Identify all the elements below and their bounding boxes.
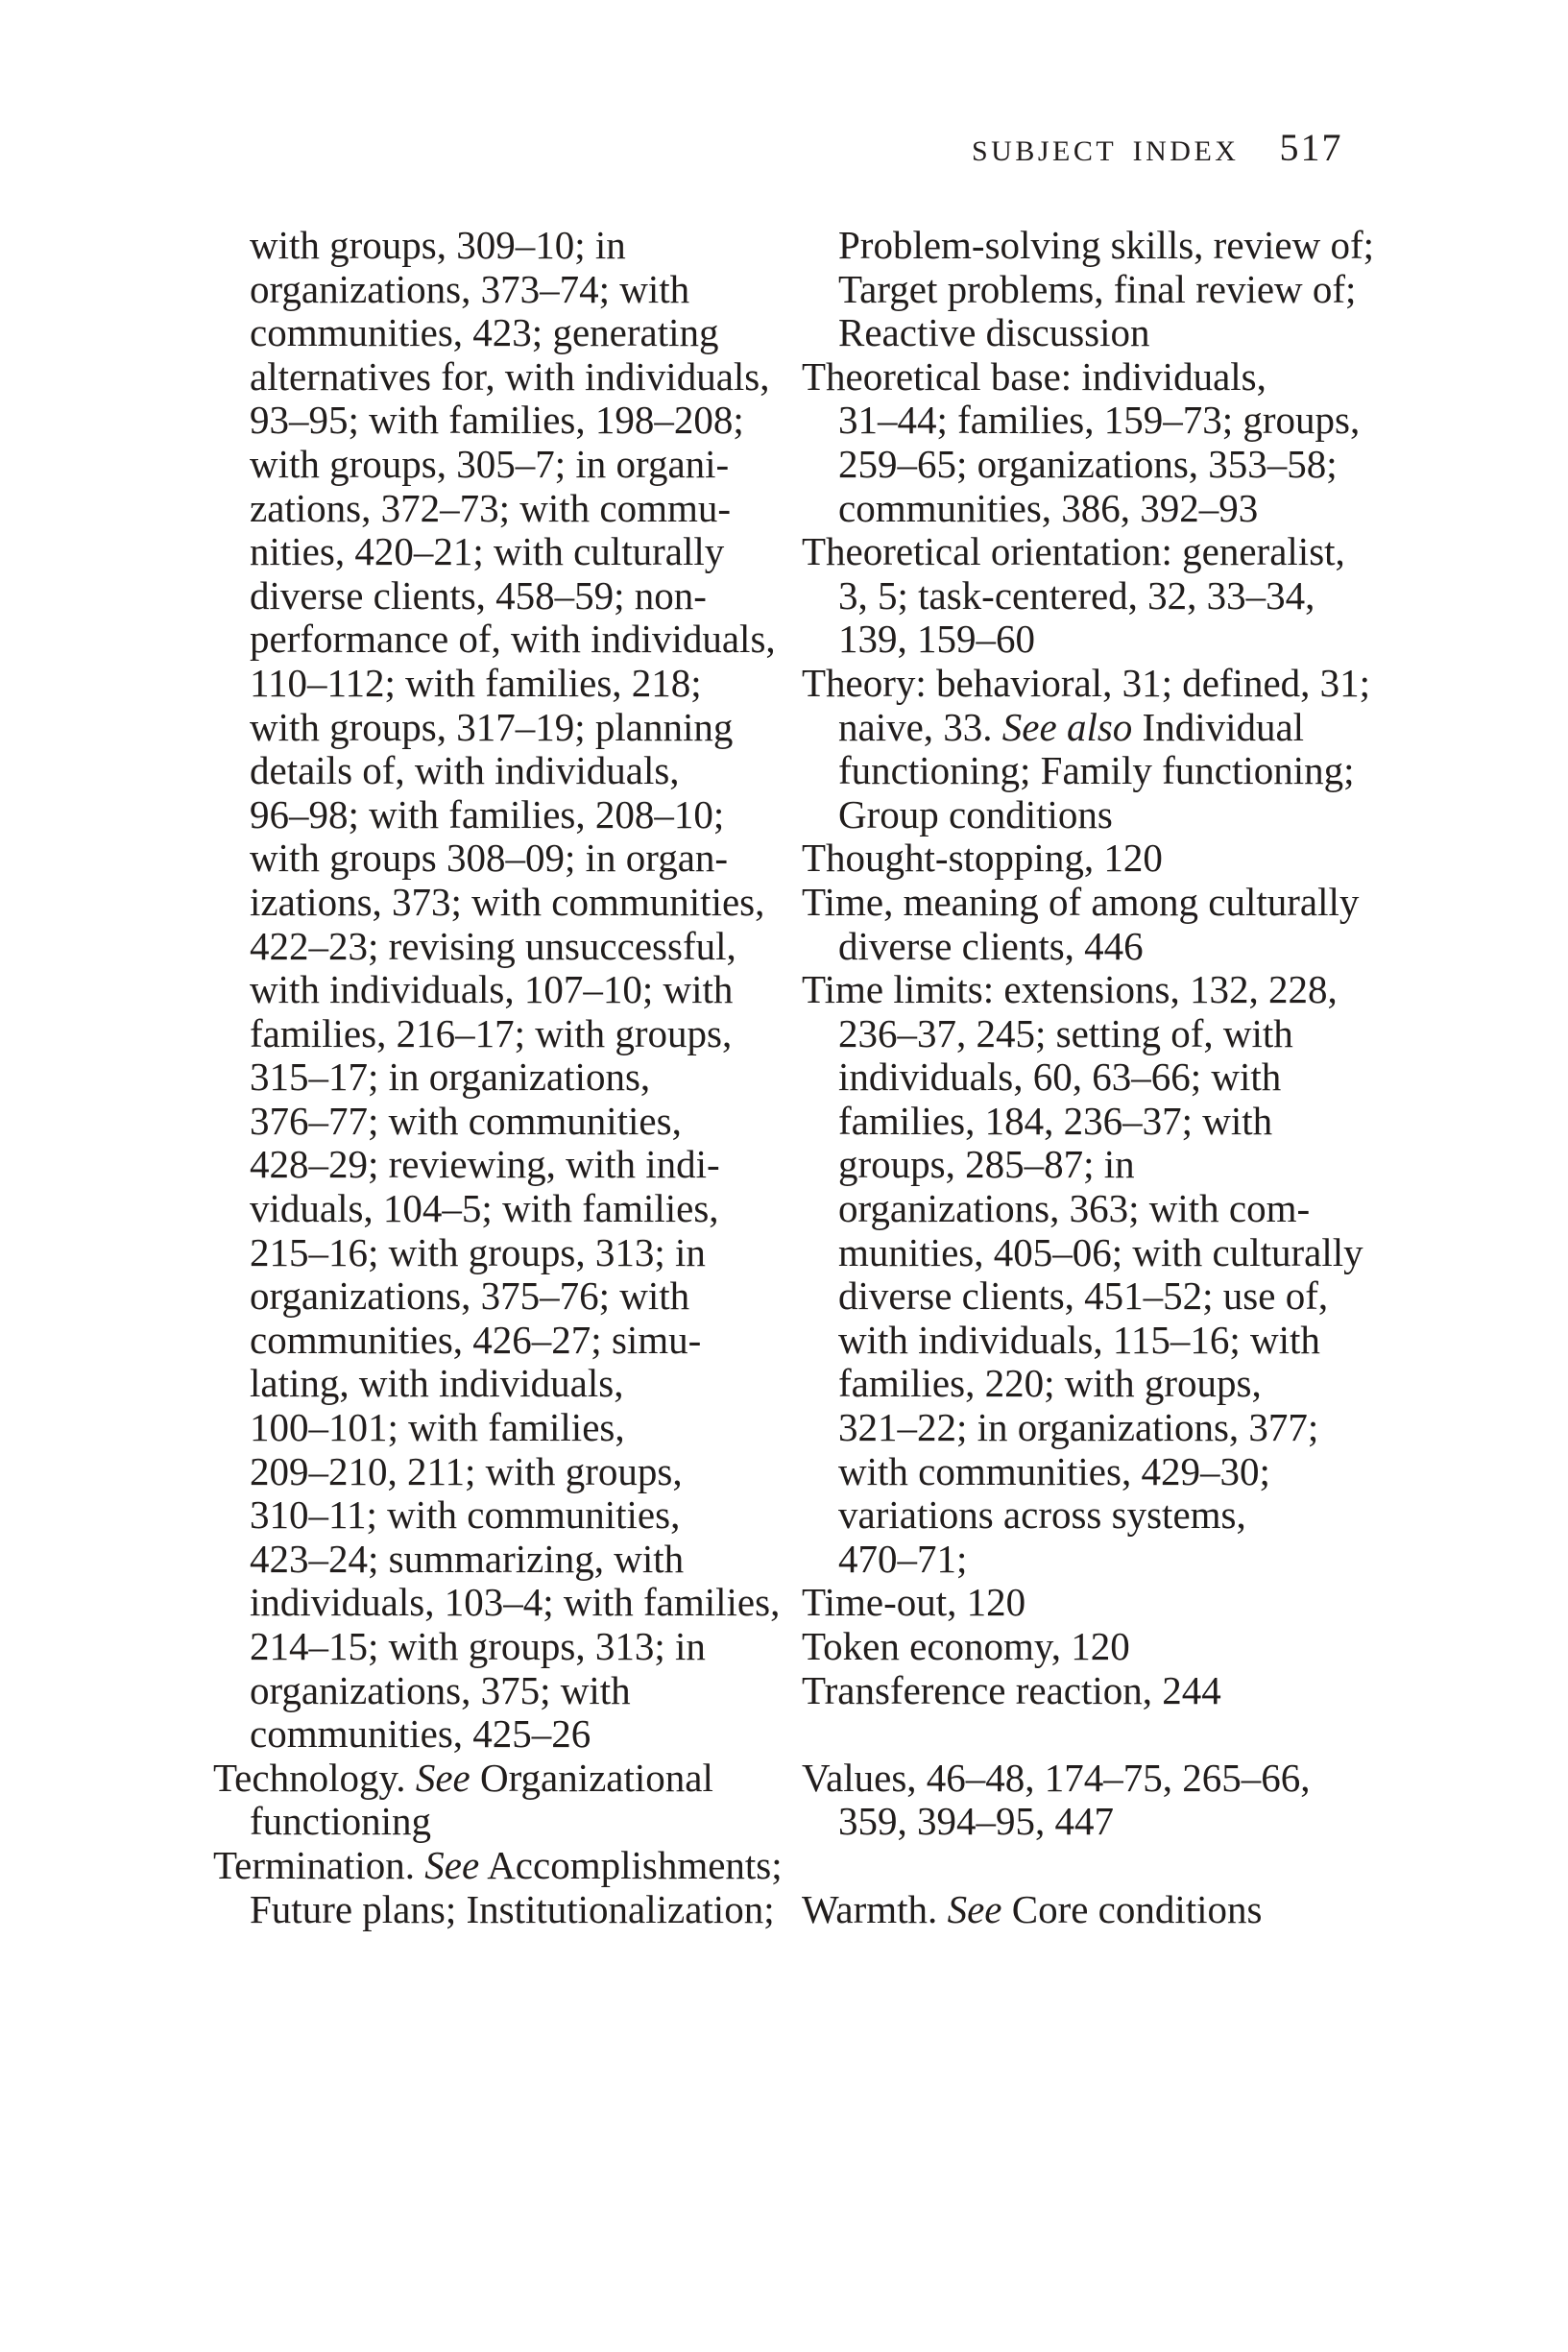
index-line: Theory: behavioral, 31; defined, 31; — [802, 660, 1371, 705]
running-head — [972, 125, 1342, 170]
index-line: naive, 33. See also Individual — [838, 704, 1305, 749]
index-line: 315–17; in organizations, — [250, 1055, 651, 1100]
index-line: lating, with individuals, — [250, 1361, 624, 1406]
index-line: munities, 405–06; with culturally — [838, 1229, 1363, 1274]
index-line: zations, 372–73; with commu- — [250, 485, 732, 530]
index-column-right — [802, 224, 1407, 1931]
blank-line — [802, 1844, 1407, 1888]
index-line: with groups, 309–10; in — [250, 223, 626, 267]
index-line: performance of, with individuals, — [250, 617, 776, 662]
index-line: individuals, 60, 63–66; with — [838, 1055, 1282, 1100]
index-line: 31–44; families, 159–73; groups, — [838, 398, 1361, 443]
index-column-left — [213, 224, 789, 1931]
index-line: nities, 420–21; with culturally — [250, 529, 725, 574]
index-line: diverse clients, 458–59; non- — [250, 572, 707, 618]
index-line: 215–16; with groups, 313; in — [250, 1229, 706, 1274]
index-line: 310–11; with communities, — [250, 1492, 681, 1538]
index-line: organizations, 373–74; with — [250, 266, 690, 311]
index-line: Values, 46–48, 174–75, 265–66, — [802, 1755, 1311, 1800]
index-line: 428–29; reviewing, with indi- — [250, 1142, 720, 1187]
index-line: with individuals, 115–16; with — [838, 1317, 1320, 1362]
index-line: with individuals, 107–10; with — [250, 967, 734, 1012]
index-line: Theoretical base: individuals, — [802, 353, 1266, 399]
index-line: with groups, 317–19; planning — [250, 704, 734, 749]
index-line: 139, 159–60 — [838, 617, 1035, 662]
index-line: functioning; Family functioning; — [838, 748, 1355, 793]
index-line: alternatives for, with individuals, — [250, 353, 770, 399]
index-line: Target problems, final review of; — [838, 266, 1357, 311]
index-line: organizations, 375–76; with — [250, 1273, 690, 1319]
index-line: variations across systems, — [838, 1492, 1246, 1538]
index-line: Problem-solving skills, review of; — [838, 223, 1375, 267]
index-line: Group conditions — [838, 791, 1113, 837]
index-line: Transference reaction, 244 — [802, 1667, 1221, 1712]
index-line: communities, 425–26 — [250, 1711, 591, 1757]
index-line: 376–77; with communities, — [250, 1098, 682, 1143]
index-line: communities, 426–27; simu- — [250, 1317, 702, 1362]
index-line: Future plans; Institutionalization; — [250, 1886, 775, 1931]
index-line: families, 216–17; with groups, — [250, 1010, 733, 1055]
index-line: diverse clients, 446 — [838, 923, 1144, 968]
index-line: Token economy, 120 — [802, 1624, 1130, 1668]
index-line: with groups, 305–7; in organi- — [250, 441, 730, 486]
index-line: Technology. See Organizational — [213, 1755, 713, 1800]
page-number: 517 — [1279, 126, 1343, 169]
index-line: 236–37, 245; setting of, with — [838, 1010, 1293, 1055]
blank-line — [802, 1712, 1407, 1757]
index-line: organizations, 363; with com- — [838, 1186, 1311, 1231]
index-line: families, 220; with groups, — [838, 1361, 1262, 1406]
index-line: Termination. See Accomplishments; — [213, 1842, 783, 1887]
index-line: izations, 373; with communities, — [250, 879, 765, 924]
index-line: with groups 308–09; in organ- — [250, 836, 729, 881]
index-line: 321–22; in organizations, 377; — [838, 1405, 1319, 1450]
index-line: 96–98; with families, 208–10; — [250, 791, 725, 837]
index-line: Reactive discussion — [838, 310, 1150, 355]
index-line: 110–112; with families, 218; — [250, 660, 702, 705]
running-head-title: SUBJECT INDEX — [972, 135, 1240, 167]
index-line: communities, 386, 392–93 — [838, 485, 1259, 530]
index-line: 359, 394–95, 447 — [838, 1799, 1114, 1844]
index-line: 93–95; with families, 198–208; — [250, 398, 744, 443]
index-line: Theoretical orientation: generalist, — [802, 529, 1345, 574]
index-line: organizations, 375; with — [250, 1667, 631, 1712]
index-line: Time limits: extensions, 132, 228, — [802, 967, 1338, 1012]
index-line: 422–23; revising unsuccessful, — [250, 923, 736, 968]
index-line: with communities, 429–30; — [838, 1448, 1270, 1493]
index-line: functioning — [250, 1799, 432, 1844]
index-line: details of, with individuals, — [250, 748, 680, 793]
index-line: families, 184, 236–37; with — [838, 1098, 1273, 1143]
index-line: Thought-stopping, 120 — [802, 836, 1163, 881]
index-line: communities, 423; generating — [250, 310, 719, 355]
index-line: Time-out, 120 — [802, 1580, 1026, 1625]
index-line: Time, meaning of among culturally — [802, 879, 1360, 924]
index-line: 100–101; with families, — [250, 1405, 625, 1450]
index-line: Warmth. See Core conditions — [802, 1886, 1263, 1931]
index-line: 214–15; with groups, 313; in — [250, 1624, 706, 1668]
index-line: groups, 285–87; in — [838, 1142, 1135, 1187]
index-line: 209–210, 211; with groups, — [250, 1448, 683, 1493]
index-line: viduals, 104–5; with families, — [250, 1186, 719, 1231]
index-line: 470–71; — [838, 1536, 968, 1581]
index-line: 423–24; summarizing, with — [250, 1536, 685, 1581]
index-line: 3, 5; task-centered, 32, 33–34, — [838, 572, 1315, 618]
index-line: 259–65; organizations, 353–58; — [838, 441, 1338, 486]
index-line: individuals, 103–4; with families, — [250, 1580, 781, 1625]
index-line: diverse clients, 451–52; use of, — [838, 1273, 1329, 1319]
